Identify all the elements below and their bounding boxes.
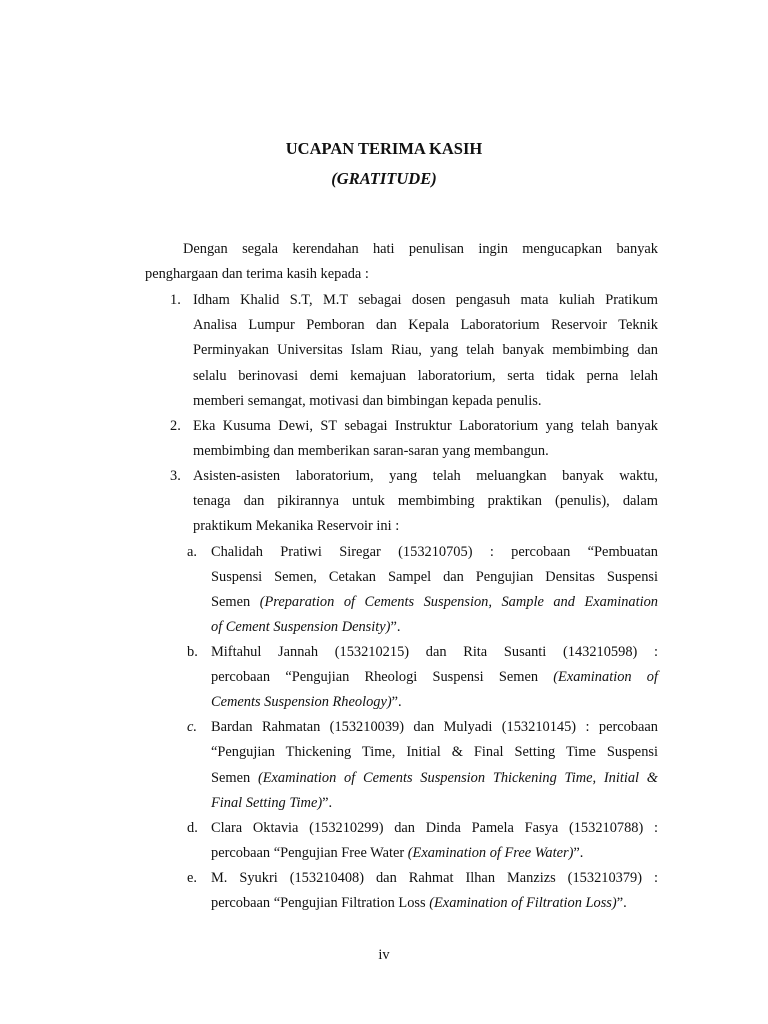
sublist-item-text (211, 891, 627, 916)
sublist-text-normal: ”. (616, 895, 627, 911)
sublist-item-marker: d. (187, 820, 198, 836)
sublist-text-italic: (Examination of Cements Suspension Thickening Time, Initial & (257, 770, 658, 786)
list-item-marker: 2. (170, 418, 181, 434)
list-item-text: tenaga dan pikirannya untuk membimbing praktikan (penulis), dalam (193, 493, 658, 509)
sublist-item-text: Clara Oktavia (153210299) dan Dinda Pamela Fasya (153210788) : (211, 820, 658, 836)
sublist-text-italic: (Examination of Free Water) (407, 845, 574, 861)
sublist-item-text: “Pengujian Thickening Time, Initial & Final Setting Time Suspensi (211, 744, 658, 760)
sublist-item-text (211, 590, 658, 615)
sublist-text-italic: Cements Suspension Rheology) (211, 694, 392, 710)
sublist-item-text: Chalidah Pratiwi Siregar (153210705) : percobaan “Pembuatan (211, 544, 658, 560)
list-item-text: Asisten-asisten laboratorium, yang telah meluangkan banyak waktu, (193, 468, 658, 484)
list-item-text: Idham Khalid S.T, M.T sebagai dosen pengasuh mata kuliah Pratikum (193, 292, 658, 308)
sublist-text-normal: Semen (211, 594, 260, 610)
sublist-item-text: M. Syukri (153210408) dan Rahmat Ilhan Manzizs (153210379) : (211, 870, 658, 886)
page-title: UCAPAN TERIMA KASIH (285, 139, 483, 158)
sublist-item-text (211, 690, 402, 715)
list-item-text: membimbing dan memberikan saran-saran yang membangun. (193, 443, 549, 459)
sublist-item-text: Suspensi Semen, Cetakan Sampel dan Pengujian Densitas Suspensi (211, 569, 658, 585)
sublist-text-italic: (Examination of Filtration Loss) (429, 895, 617, 911)
list-item-text: Perminyakan Universitas Islam Riau, yang telah banyak membimbing dan (193, 342, 658, 358)
sublist-item-text (211, 841, 583, 866)
sublist-text-normal: Semen (211, 770, 258, 786)
sublist-item-text (211, 791, 332, 816)
sublist-text-italic: Final Setting Time) (211, 795, 323, 811)
sublist-item-text (211, 665, 658, 690)
sublist-text-italic: (Preparation of Cements Suspension, Sample and Examination (259, 594, 658, 610)
sublist-item-text: Miftahul Jannah (153210215) dan Rita Susanti (143210598) : (211, 644, 658, 660)
sublist-item-text: Bardan Rahmatan (153210039) dan Mulyadi (153210145) : percobaan (211, 719, 658, 735)
list-item-text: memberi semangat, motivasi dan bimbingan kepada penulis. (193, 393, 542, 409)
intro-line-2: penghargaan dan terima kasih kepada : (145, 266, 369, 282)
sublist-text-normal: percobaan “Pengujian Free Water (211, 845, 408, 861)
sublist-text-normal: ”. (573, 845, 584, 861)
list-item-marker: 1. (170, 292, 181, 308)
sublist-text-normal: percobaan “Pengujian Rheologi Suspensi Semen (211, 669, 554, 685)
sublist-text-normal: percobaan “Pengujian Filtration Loss (211, 895, 430, 911)
sublist-item-marker: b. (187, 644, 198, 660)
sublist-text-normal: ”. (391, 694, 402, 710)
sublist-text-normal: ”. (322, 795, 333, 811)
sublist-item-text (211, 615, 400, 640)
list-item-text: Eka Kusuma Dewi, ST sebagai Instruktur Laboratorium yang telah banyak (193, 418, 658, 434)
sublist-text-italic: of Cement Suspension Density) (211, 619, 391, 635)
sublist-item-marker: a. (187, 544, 197, 560)
list-item-text: Analisa Lumpur Pemboran dan Kepala Laboratorium Reservoir Teknik (193, 317, 658, 333)
list-item-text: praktikum Mekanika Reservoir ini : (193, 518, 400, 534)
page-subtitle: (GRATITUDE) (331, 169, 437, 188)
sublist-text-normal: ”. (390, 619, 401, 635)
page-number: iv (378, 947, 390, 963)
sublist-item-marker: e. (187, 870, 197, 886)
sublist-text-italic: (Examination of (553, 669, 658, 685)
intro-line-1: Dengan segala kerendahan hati penulisan ingin mengucapkan banyak (183, 241, 658, 257)
sublist-item-text (211, 766, 658, 791)
list-item-text: selalu berinovasi demi kemajuan laboratorium, serta tidak perna lelah (193, 368, 658, 384)
list-item-marker: 3. (170, 468, 181, 484)
sublist-item-marker: c. (187, 719, 197, 735)
